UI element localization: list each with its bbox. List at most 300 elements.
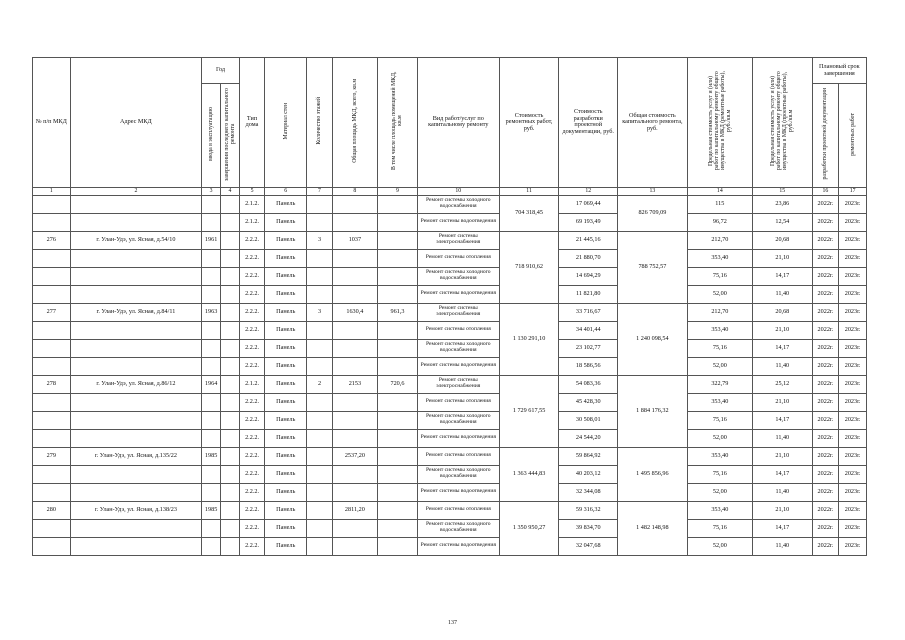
table-cell: 961,3 [378, 303, 418, 321]
table-cell: 1037 [332, 231, 377, 249]
table-cell: 2.1.2. [239, 375, 264, 393]
table-cell: г. Улан-Удэ, ул. Ясная, д.84/11 [70, 303, 202, 321]
table-cell: 2022г. [812, 501, 839, 519]
table-cell: 353,40 [687, 501, 752, 519]
table-cell: 2023г. [839, 519, 867, 537]
table-cell: 32 047,68 [559, 537, 618, 555]
table-cell: 14,17 [752, 339, 812, 357]
table-cell: 2023г. [839, 357, 867, 375]
table-cell: 2023г. [839, 231, 867, 249]
table-cell [70, 213, 202, 231]
header-floors: Количество этажей [307, 58, 332, 188]
table-cell: 2023г. [839, 249, 867, 267]
header-house-type: Тип дома [239, 58, 264, 188]
column-number: 13 [618, 187, 688, 195]
column-number: 9 [378, 187, 418, 195]
table-cell: 115 [687, 195, 752, 213]
table-cell: 2.2.2. [239, 519, 264, 537]
table-cell: 2022г. [812, 249, 839, 267]
table-cell: 2022г. [812, 339, 839, 357]
table-cell [378, 321, 418, 339]
table-row [33, 195, 867, 213]
table-row [33, 303, 867, 321]
table-cell: 21,10 [752, 501, 812, 519]
table-cell: 3 [307, 231, 332, 249]
table-cell [33, 321, 71, 339]
table-cell: 1961 [202, 231, 221, 249]
table-cell: Ремонт системы водоотведения [417, 213, 499, 231]
table-cell [307, 357, 332, 375]
column-number: 6 [265, 187, 307, 195]
table-row [33, 429, 867, 447]
table-cell [378, 285, 418, 303]
table-cell [221, 483, 240, 501]
table-row [33, 393, 867, 411]
table-cell: Панель [265, 465, 307, 483]
table-row [33, 357, 867, 375]
table-cell: 2023г. [839, 321, 867, 339]
header-total-cost: Общая стоимость капитального ремонта, руб. [618, 58, 688, 188]
table-cell: 2 [307, 375, 332, 393]
table-cell [378, 501, 418, 519]
table-cell [378, 519, 418, 537]
table-cell: 1964 [202, 375, 221, 393]
table-cell: 2.2.2. [239, 321, 264, 339]
table-cell [307, 483, 332, 501]
table-cell: Ремонт системы водоотведения [417, 429, 499, 447]
table-cell [307, 465, 332, 483]
table-cell: 2537,20 [332, 447, 377, 465]
table-cell [307, 285, 332, 303]
table-row [33, 519, 867, 537]
table-cell: Панель [265, 267, 307, 285]
header-work-cost: Стоимость ремонтных работ, руб. [499, 58, 559, 188]
table-cell [221, 321, 240, 339]
table-cell: Ремонт системы холодного водоснабжения [417, 411, 499, 429]
table-cell: 2.2.2. [239, 465, 264, 483]
table-cell [70, 267, 202, 285]
table-cell: 2023г. [839, 447, 867, 465]
table-cell [221, 231, 240, 249]
table-cell: 2022г. [812, 267, 839, 285]
table-cell [307, 447, 332, 465]
header-year-commission: ввода в эксплуатацию [202, 84, 221, 188]
table-cell [221, 465, 240, 483]
table-cell [33, 411, 71, 429]
table-cell: 23 102,77 [559, 339, 618, 357]
table-cell: 52,00 [687, 537, 752, 555]
table-cell: 21 880,70 [559, 249, 618, 267]
table-cell: 75,16 [687, 339, 752, 357]
table-cell: 54 083,36 [559, 375, 618, 393]
table-cell: Ремонт системы холодного водоснабжения [417, 267, 499, 285]
table-cell: 2023г. [839, 483, 867, 501]
table-cell [221, 213, 240, 231]
table-cell: 75,16 [687, 411, 752, 429]
table-cell: 2023г. [839, 339, 867, 357]
table-cell: г. Улан-Удэ, ул. Ясная, д.54/10 [70, 231, 202, 249]
table-cell: 2023г. [839, 429, 867, 447]
table-cell: 1 482 148,98 [618, 501, 688, 555]
table-cell: г. Улан-Удэ, ул. Ясная, д.138/23 [70, 501, 202, 519]
header-max-cost-design: Предельная стоимость услуг и (или) работ по капитальному ремонту общего имущества в МКД (проектные работы), руб./кв.м [752, 58, 812, 188]
column-number: 5 [239, 187, 264, 195]
table-cell [221, 375, 240, 393]
column-number: 11 [499, 187, 559, 195]
table-cell: 1 350 950,27 [499, 501, 559, 555]
table-cell: 1963 [202, 303, 221, 321]
table-cell: 21 445,16 [559, 231, 618, 249]
header-design-cost: Стоимость разработки проектной документации, руб. [559, 58, 618, 188]
table-cell: 718 910,62 [499, 231, 559, 303]
page-number: 137 [448, 620, 457, 626]
table-cell: 788 752,57 [618, 231, 688, 303]
table-cell [202, 267, 221, 285]
table-cell: 353,40 [687, 321, 752, 339]
table-cell: Ремонт системы холодного водоснабжения [417, 339, 499, 357]
table-cell [378, 339, 418, 357]
header-year-last-repair: завершения последнего капитального ремонта [221, 84, 240, 188]
table-cell [332, 411, 377, 429]
table-cell: 1 884 176,32 [618, 375, 688, 447]
table-cell [70, 249, 202, 267]
column-number: 14 [687, 187, 752, 195]
table-cell: 45 428,30 [559, 393, 618, 411]
table-cell: Ремонт системы отопления [417, 501, 499, 519]
table-cell [378, 267, 418, 285]
table-cell: 59 864,92 [559, 447, 618, 465]
table-cell [70, 465, 202, 483]
table-cell: 2023г. [839, 537, 867, 555]
table-cell: 14,17 [752, 411, 812, 429]
table-cell [378, 231, 418, 249]
table-cell: 1 495 856,96 [618, 447, 688, 501]
table-cell: 21,10 [752, 393, 812, 411]
table-cell: г. Улан-Удэ, ул. Ясная, д.86/12 [70, 375, 202, 393]
table-cell [70, 537, 202, 555]
table-cell [202, 411, 221, 429]
table-cell [70, 519, 202, 537]
table-cell: 2811,20 [332, 501, 377, 519]
table-cell [33, 537, 71, 555]
table-cell: 280 [33, 501, 71, 519]
table-cell [378, 195, 418, 213]
table-cell: 2022г. [812, 393, 839, 411]
table-cell: Панель [265, 249, 307, 267]
table-cell: 33 716,67 [559, 303, 618, 321]
table-cell: 2022г. [812, 285, 839, 303]
table-cell [378, 249, 418, 267]
table-cell: Панель [265, 519, 307, 537]
table-cell: 2023г. [839, 411, 867, 429]
table-cell [332, 393, 377, 411]
table-cell: 2.1.2. [239, 213, 264, 231]
column-number: 15 [752, 187, 812, 195]
table-cell [307, 213, 332, 231]
table-row [33, 267, 867, 285]
table-cell: 34 401,44 [559, 321, 618, 339]
table-cell: 30 508,01 [559, 411, 618, 429]
column-number: 3 [202, 187, 221, 195]
table-cell: 2022г. [812, 375, 839, 393]
table-cell: Ремонт системы электроснабжения [417, 303, 499, 321]
table-cell: Панель [265, 321, 307, 339]
table-cell: Панель [265, 213, 307, 231]
table-cell: 21,10 [752, 249, 812, 267]
table-cell: Панель [265, 483, 307, 501]
table-cell: Панель [265, 195, 307, 213]
table-cell: 704 318,45 [499, 195, 559, 231]
table-cell [33, 393, 71, 411]
table-cell [33, 357, 71, 375]
table-cell: 14,17 [752, 519, 812, 537]
column-number: 17 [839, 187, 867, 195]
table-cell [378, 465, 418, 483]
table-cell [221, 195, 240, 213]
table-cell: 2022г. [812, 321, 839, 339]
header-deadline-repair: ремонтных работ [839, 84, 867, 188]
table-cell: 2022г. [812, 231, 839, 249]
header-deadline-design: разработки проектной документации [812, 84, 839, 188]
table-cell [33, 339, 71, 357]
table-cell: 75,16 [687, 267, 752, 285]
table-cell: Ремонт системы холодного водоснабжения [417, 465, 499, 483]
table-cell: 11,40 [752, 285, 812, 303]
table-cell [307, 537, 332, 555]
column-number: 7 [307, 187, 332, 195]
table-cell: Ремонт системы отопления [417, 321, 499, 339]
table-cell [202, 285, 221, 303]
table-cell [307, 501, 332, 519]
column-number: 16 [812, 187, 839, 195]
table-cell [70, 195, 202, 213]
table-cell: Ремонт системы водоотведения [417, 285, 499, 303]
table-cell: 276 [33, 231, 71, 249]
table-cell: 11,40 [752, 429, 812, 447]
table-cell: 3 [307, 303, 332, 321]
table-cell: 2.2.2. [239, 483, 264, 501]
header-wall-material: Материал стен [265, 58, 307, 188]
table-cell: Ремонт системы электроснабжения [417, 231, 499, 249]
table-cell: Панель [265, 411, 307, 429]
table-cell [332, 213, 377, 231]
table-cell: 277 [33, 303, 71, 321]
table-cell: 279 [33, 447, 71, 465]
table-cell [307, 339, 332, 357]
table-cell: 21,10 [752, 447, 812, 465]
table-cell [221, 285, 240, 303]
table-cell: 1 363 444,83 [499, 447, 559, 501]
table-cell [332, 519, 377, 537]
table-cell [70, 393, 202, 411]
header-year-group: Год [202, 58, 240, 84]
table-cell: Ремонт системы водоотведения [417, 537, 499, 555]
table-cell: 353,40 [687, 447, 752, 465]
table-cell [70, 321, 202, 339]
table-cell: 11,40 [752, 537, 812, 555]
table-cell: 21,10 [752, 321, 812, 339]
table-cell: 40 203,12 [559, 465, 618, 483]
table-cell [332, 321, 377, 339]
table-cell: 52,00 [687, 429, 752, 447]
table-cell [332, 357, 377, 375]
table-cell [202, 339, 221, 357]
table-cell [332, 195, 377, 213]
table-cell: 23,86 [752, 195, 812, 213]
table-cell: 1 240 098,54 [618, 303, 688, 375]
table-cell [221, 447, 240, 465]
table-cell: 14,17 [752, 267, 812, 285]
table-cell [221, 249, 240, 267]
column-number: 4 [221, 187, 240, 195]
table-cell: 2.2.2. [239, 231, 264, 249]
table-cell: 52,00 [687, 285, 752, 303]
table-cell [33, 249, 71, 267]
table-cell [221, 393, 240, 411]
table-cell [70, 339, 202, 357]
table-cell [33, 285, 71, 303]
table-cell: 2023г. [839, 465, 867, 483]
table-cell [221, 357, 240, 375]
table-cell: Панель [265, 501, 307, 519]
table-cell: 2.2.2. [239, 501, 264, 519]
table-cell: 1 130 291,10 [499, 303, 559, 375]
table-cell [332, 537, 377, 555]
table-cell [378, 213, 418, 231]
table-cell [33, 519, 71, 537]
table-cell [70, 357, 202, 375]
table-cell: 1985 [202, 447, 221, 465]
table-row [33, 501, 867, 519]
table-cell: 2023г. [839, 501, 867, 519]
table-cell [378, 393, 418, 411]
table-cell: 14 694,29 [559, 267, 618, 285]
table-cell [202, 465, 221, 483]
table-cell [202, 249, 221, 267]
table-cell [332, 267, 377, 285]
table-cell: 2022г. [812, 195, 839, 213]
table-cell: 52,00 [687, 483, 752, 501]
table-cell [70, 411, 202, 429]
table-cell: 322,79 [687, 375, 752, 393]
table-cell [221, 519, 240, 537]
table-cell [70, 483, 202, 501]
table-row [33, 465, 867, 483]
table-cell: 2022г. [812, 465, 839, 483]
table-cell [221, 429, 240, 447]
table-cell: 17 069,44 [559, 195, 618, 213]
table-row [33, 213, 867, 231]
table-cell: Панель [265, 357, 307, 375]
table-cell: 96,72 [687, 213, 752, 231]
table-cell [221, 303, 240, 321]
table-cell: 18 586,56 [559, 357, 618, 375]
table-cell: 278 [33, 375, 71, 393]
table-cell: 2022г. [812, 537, 839, 555]
table-cell [378, 357, 418, 375]
table-cell: 1630,4 [332, 303, 377, 321]
table-cell [202, 429, 221, 447]
table-cell: Ремонт системы отопления [417, 393, 499, 411]
table-cell [33, 429, 71, 447]
table-cell: 59 316,32 [559, 501, 618, 519]
column-number: 12 [559, 187, 618, 195]
table-cell: 75,16 [687, 465, 752, 483]
table-cell: 212,70 [687, 303, 752, 321]
header-total-area: Общая площадь МКД, всего, кв.м [332, 58, 377, 188]
table-cell [332, 339, 377, 357]
table-cell: 11,40 [752, 483, 812, 501]
table-cell: 2023г. [839, 393, 867, 411]
table-cell: 14,17 [752, 465, 812, 483]
table-cell [221, 411, 240, 429]
table-cell [221, 339, 240, 357]
table-cell [221, 537, 240, 555]
table-cell [378, 411, 418, 429]
table-row [33, 483, 867, 501]
table-cell [378, 483, 418, 501]
table-cell [202, 321, 221, 339]
table-cell [332, 429, 377, 447]
table-row [33, 339, 867, 357]
header-premises-area: В том числе площадь помещений МКД, кв.м [378, 58, 418, 188]
table-cell: 20,68 [752, 231, 812, 249]
table-cell: 2022г. [812, 213, 839, 231]
table-cell: 2.2.2. [239, 267, 264, 285]
table-cell: 2023г. [839, 303, 867, 321]
column-number: 2 [70, 187, 202, 195]
table-cell: 2.2.2. [239, 447, 264, 465]
table-cell: Панель [265, 537, 307, 555]
table-cell: 2022г. [812, 519, 839, 537]
header-num: № п/п МКД [33, 58, 71, 188]
table-cell: 2023г. [839, 375, 867, 393]
table-cell: 2.2.2. [239, 537, 264, 555]
table-cell [307, 393, 332, 411]
table-cell: Панель [265, 447, 307, 465]
table-cell: 39 834,70 [559, 519, 618, 537]
table-cell [202, 357, 221, 375]
table-cell [332, 465, 377, 483]
table-cell: Ремонт системы отопления [417, 447, 499, 465]
table-cell: Ремонт системы водоотведения [417, 483, 499, 501]
table-cell: 2023г. [839, 213, 867, 231]
table-row [33, 321, 867, 339]
table-cell: 2.2.2. [239, 303, 264, 321]
table-cell: 2022г. [812, 411, 839, 429]
table-cell: 2.2.2. [239, 339, 264, 357]
table-cell: 2.1.2. [239, 195, 264, 213]
column-number: 10 [417, 187, 499, 195]
table-cell: 720,6 [378, 375, 418, 393]
table-cell: 2.2.2. [239, 357, 264, 375]
table-cell [307, 249, 332, 267]
table-cell [307, 411, 332, 429]
table-cell: Ремонт системы электроснабжения [417, 375, 499, 393]
table-cell: 2.2.2. [239, 393, 264, 411]
table-cell [332, 483, 377, 501]
table-cell: 20,68 [752, 303, 812, 321]
header-max-cost-area: Предельная стоимость услуг и (или) работ по капитальному ремонту общего имущества в МКД (ремонтные работы), руб./кв.м [687, 58, 752, 188]
table-cell: 826 709,09 [618, 195, 688, 231]
column-number-row [33, 187, 867, 195]
table-cell [33, 195, 71, 213]
table-cell [307, 267, 332, 285]
table-cell: Панель [265, 375, 307, 393]
table-cell: Панель [265, 231, 307, 249]
column-number: 1 [33, 187, 71, 195]
table-cell [202, 195, 221, 213]
